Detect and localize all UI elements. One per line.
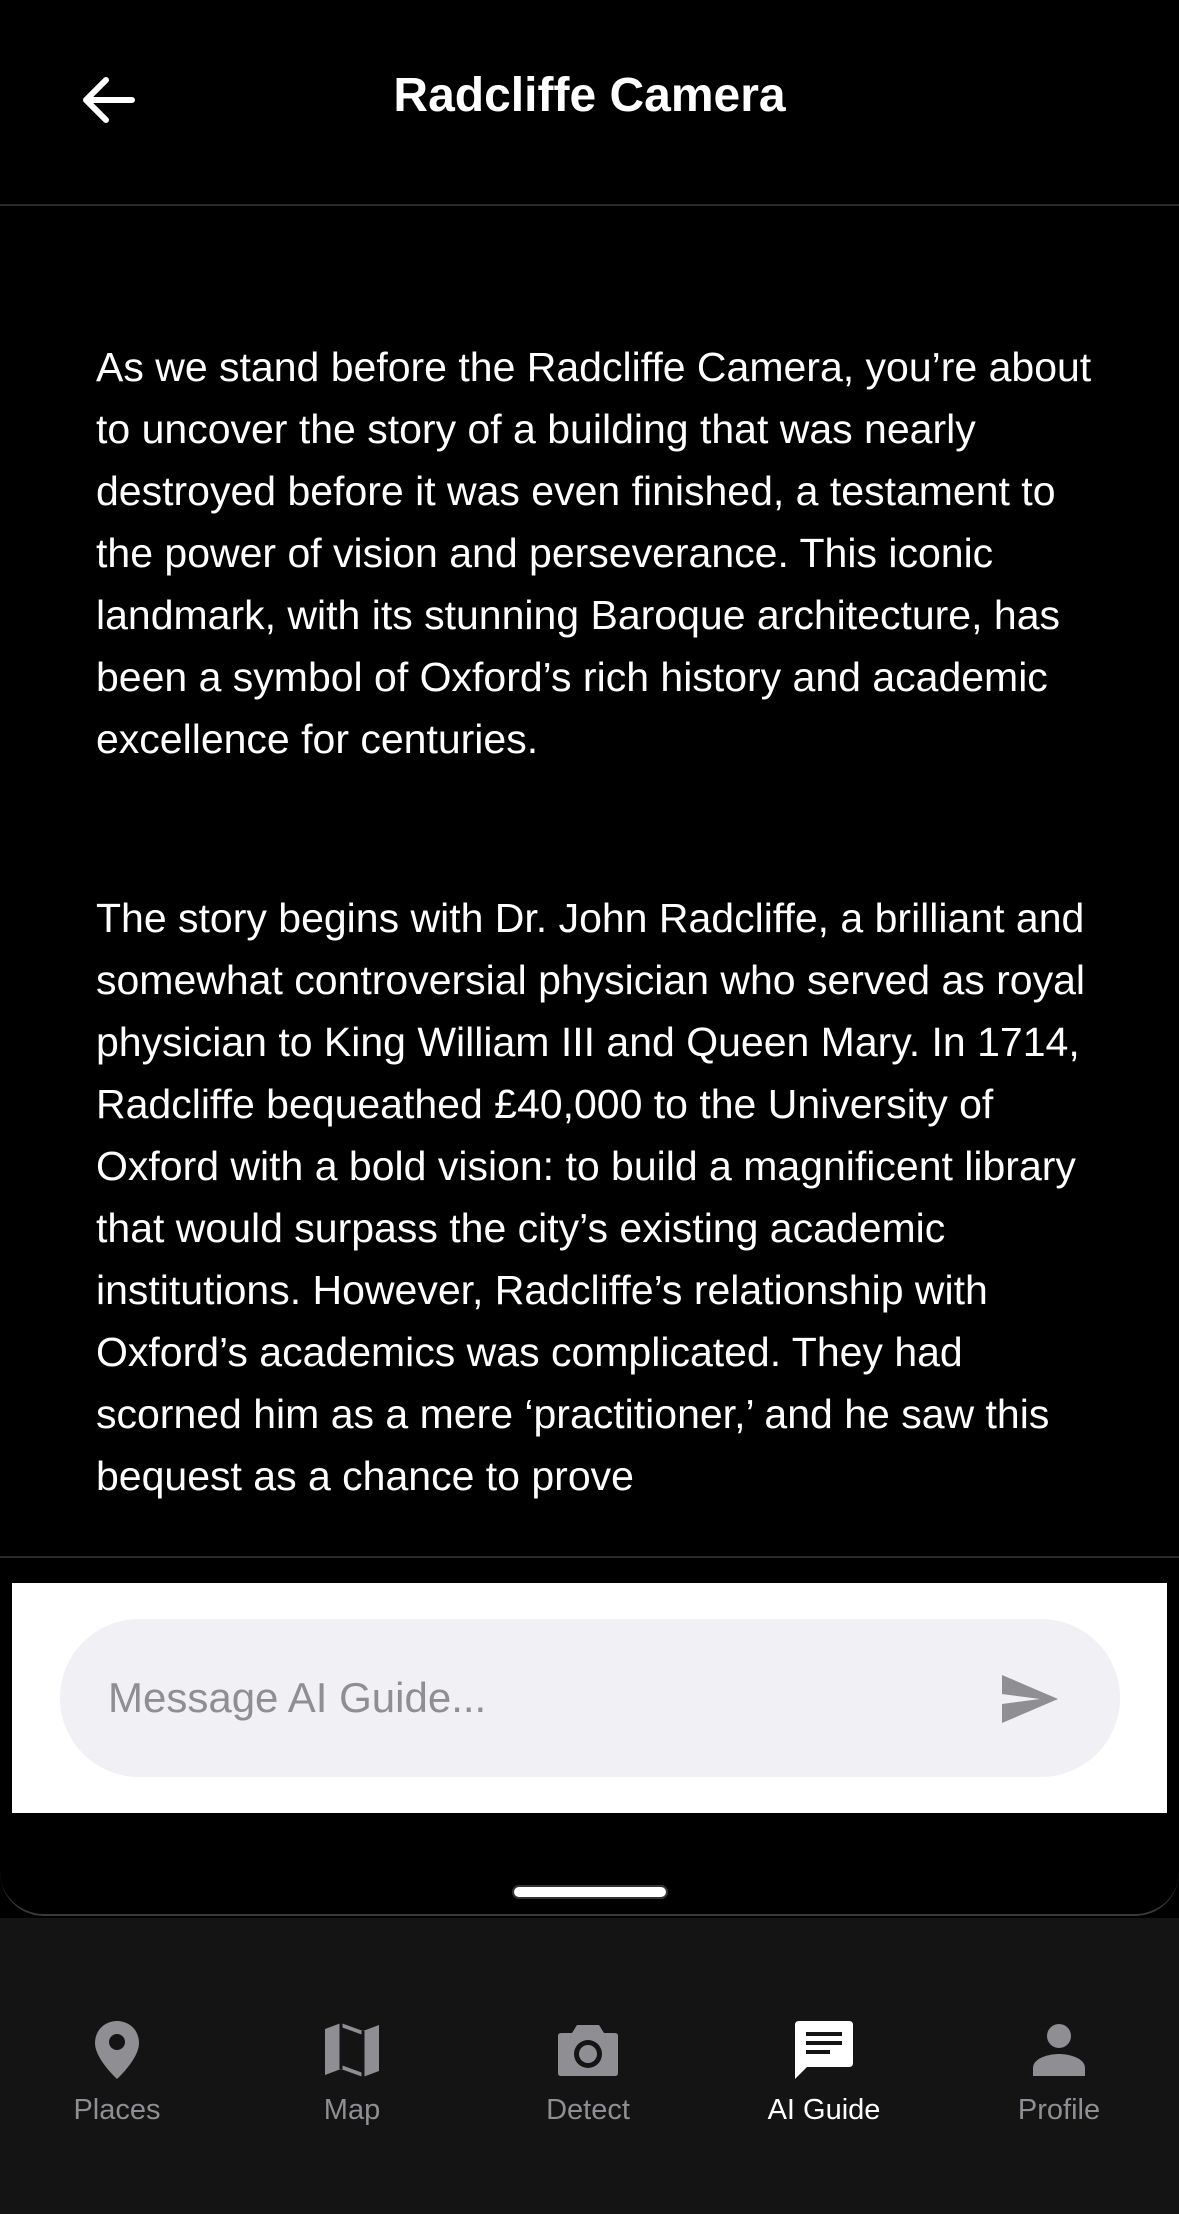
divider — [0, 1556, 1179, 1558]
send-button[interactable] — [1000, 1669, 1060, 1729]
tab-label: Profile — [1017, 2094, 1101, 2126]
guide-paragraph: The story begins with Dr. John Radcliffe, a brilliant and somewhat controversial physician who served as royal physician to King William III and Queen Mary. In 1714, Radcliffe bequeathed £40,000 to the University of Oxford with a bold vision: to build a magnificent library that would surpass the city’s existing academic institutions. However, Radcliffe’s relationship with Oxford’s academics was complicated. They had scorned him as a mere ‘practitioner,’ and he saw this bequest as a chance to prove — [96, 895, 1086, 1499]
tab-label: Places — [73, 2094, 161, 2126]
tab-ai-guide[interactable] — [724, 2018, 924, 2148]
tab-label: AI Guide — [767, 2094, 881, 2126]
sheet-bottom — [0, 1813, 1179, 1916]
send-icon — [1000, 1673, 1060, 1725]
tab-profile[interactable] — [959, 2018, 1159, 2148]
map-icon — [320, 2018, 384, 2082]
drag-handle[interactable] — [512, 1885, 668, 1899]
header — [0, 0, 1179, 206]
tab-bar — [0, 1918, 1179, 2214]
chat-bubble-icon — [792, 2018, 856, 2082]
person-icon — [1027, 2018, 1091, 2082]
page-title: Radcliffe Camera — [393, 69, 786, 122]
guide-content[interactable] — [0, 208, 1179, 1556]
message-input[interactable] — [60, 1619, 960, 1777]
message-input-container — [60, 1619, 1120, 1777]
tab-label: Detect — [546, 2094, 630, 2126]
tab-label: Map — [323, 2094, 381, 2126]
tab-places[interactable] — [17, 2018, 217, 2148]
message-composer — [12, 1583, 1167, 1813]
tab-map[interactable] — [252, 2018, 452, 2148]
guide-paragraph: As we stand before the Radcliffe Camera, you’re about to uncover the story of a building that was nearly destroyed before it was even finished, a testament to the power of vision and perseverance. This iconic landmark, with its stunning Baroque architecture, has been a symbol of Oxford’s rich history and academic excellence for centuries. — [96, 344, 1092, 762]
location-pin-icon — [85, 2018, 149, 2082]
camera-icon — [556, 2018, 620, 2082]
tab-detect[interactable] — [488, 2018, 688, 2148]
